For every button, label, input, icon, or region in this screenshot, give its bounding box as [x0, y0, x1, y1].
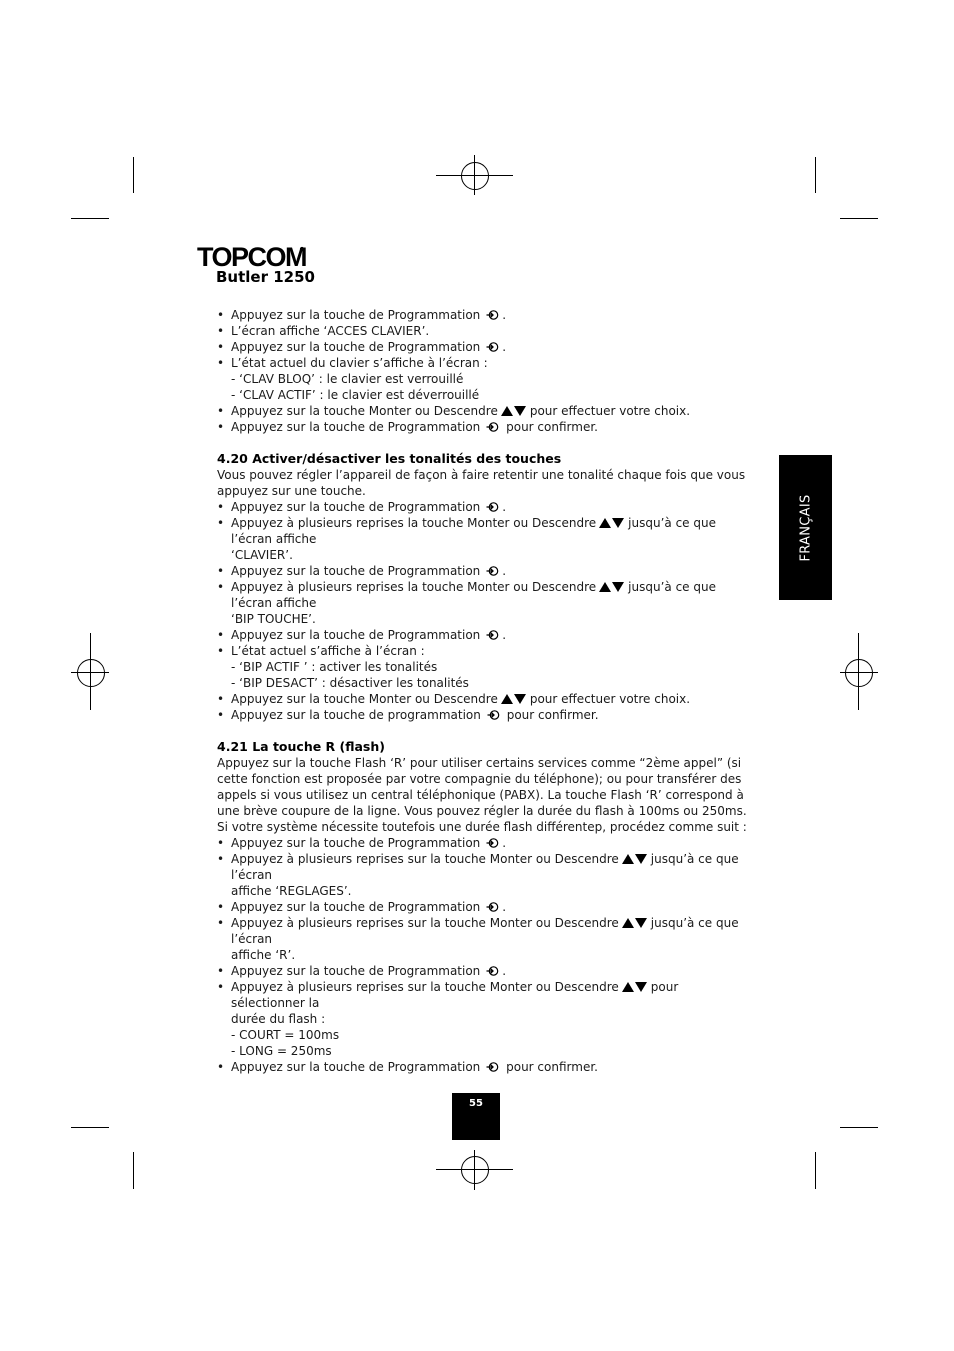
- list-item: • Appuyez sur la touche de programmation pour confirmer.: [217, 707, 752, 723]
- list-item: • Appuyez sur la touche Monter ou Descendre pour effectuer votre choix.: [217, 691, 752, 707]
- crop-mark: [840, 218, 878, 219]
- registration-mark: [461, 162, 489, 190]
- programming-key-icon: [486, 1060, 500, 1074]
- programming-key-icon: [486, 308, 500, 322]
- programming-key-icon: [486, 836, 500, 850]
- list-item: • Appuyez à plusieurs reprises sur la touche Monter ou Descendre pour sélectionner la durée du flash :: [217, 979, 752, 1027]
- crop-mark: [815, 157, 816, 193]
- list-item: • Appuyez sur la touche de Programmation .: [217, 627, 752, 643]
- sub-item: - ‘BIP ACTIF ’ : activer les tonalités: [231, 660, 438, 674]
- model-name: Butler 1250: [216, 268, 315, 286]
- programming-key-icon: [486, 500, 500, 514]
- sub-item: - ‘BIP DESACT’ : désactiver les tonalités: [231, 676, 469, 690]
- list-item: • Appuyez sur la touche de Programmation .: [217, 563, 752, 579]
- crop-mark: [815, 1152, 816, 1189]
- registration-mark: [845, 659, 873, 687]
- list-item: • Appuyez à plusieurs reprises la touche Monter ou Descendre jusqu’à ce que l’écran affiche ‘BIP TOUCHE’.: [217, 579, 752, 627]
- up-down-key-icon: [622, 982, 648, 993]
- list-item: • Appuyez à plusieurs reprises la touche Monter ou Descendre jusqu’à ce que l’écran affiche ‘CLAVIER’.: [217, 515, 752, 563]
- page-number-box: [452, 1093, 500, 1140]
- up-down-key-icon: [599, 518, 625, 529]
- list-item: • Appuyez sur la touche de Programmation .: [217, 339, 752, 355]
- crop-mark: [133, 157, 134, 193]
- list-item: • Appuyez sur la touche Monter ou Descendre pour effectuer votre choix.: [217, 403, 752, 419]
- programming-key-icon: [486, 564, 500, 578]
- up-down-key-icon: [501, 406, 527, 417]
- list-item: • Appuyez sur la touche de Programmation .: [217, 963, 752, 979]
- list-item: • Appuyez sur la touche de Programmation .: [217, 499, 752, 515]
- list-item: • L’état actuel s’affiche à l’écran :: [217, 643, 752, 659]
- language-tab: [779, 455, 832, 600]
- crop-mark: [71, 218, 109, 219]
- programming-key-icon: [486, 964, 500, 978]
- section-heading: 4.20 Activer/désactiver les tonalités des touches: [217, 451, 562, 466]
- programming-key-icon: [487, 708, 501, 722]
- sub-item: - ‘CLAV ACTIF’ : le clavier est déverrouillé: [231, 388, 480, 402]
- sub-item: - ‘CLAV BLOQ’ : le clavier est verrouillé: [231, 372, 464, 386]
- crop-mark: [840, 1127, 878, 1128]
- svg-text:TOPCOM: TOPCOM: [197, 242, 307, 272]
- list-item: • Appuyez sur la touche de Programmation .: [217, 307, 752, 323]
- page-number: 55: [469, 1098, 483, 1109]
- paragraph: Vous pouvez régler l’appareil de façon à faire retentir une tonalité chaque fois que vous appuyez sur une touche.: [217, 468, 746, 498]
- registration-mark: [77, 659, 105, 687]
- list-item: • Appuyez à plusieurs reprises sur la touche Monter ou Descendre jusqu’à ce que l’écran affiche ‘REGLAGES’.: [217, 851, 752, 899]
- list-item: • Appuyez sur la touche de Programmation .: [217, 899, 752, 915]
- programming-key-icon: [486, 628, 500, 642]
- sub-item: - COURT = 100ms: [231, 1028, 340, 1042]
- language-tab-label: FRANÇAIS: [798, 493, 813, 562]
- list-item: • Appuyez sur la touche de Programmation pour confirmer.: [217, 419, 752, 435]
- sub-item: - LONG = 250ms: [231, 1044, 332, 1058]
- up-down-key-icon: [622, 918, 648, 929]
- up-down-key-icon: [599, 582, 625, 593]
- list-item: • Appuyez sur la touche de Programmation .: [217, 835, 752, 851]
- up-down-key-icon: [622, 854, 648, 865]
- registration-mark: [461, 1156, 489, 1184]
- programming-key-icon: [486, 340, 500, 354]
- list-item: • Appuyez sur la touche de Programmation pour confirmer.: [217, 1059, 752, 1075]
- list-item: • Appuyez à plusieurs reprises sur la touche Monter ou Descendre jusqu’à ce que l’écran affiche ‘R’.: [217, 915, 752, 963]
- up-down-key-icon: [501, 694, 527, 705]
- paragraph: Appuyez sur la touche Flash ‘R’ pour utiliser certains services comme “2ème appel” (si cette fonction est proposée par votre compagnie du téléphone); ou pour transférer des appels si vous utilisez un central téléphonique (PABX). La touche Flash ‘R’ correspond à une brève coupure de la ligne. Vous pouvez régler la durée du flash à 100ms ou 250ms. Si votre système nécessite toutefois une durée flash différentep, procédez comme suit :: [217, 756, 747, 834]
- crop-mark: [71, 1127, 109, 1128]
- programming-key-icon: [486, 420, 500, 434]
- section-heading: 4.21 La touche R (flash): [217, 739, 385, 754]
- list-item: • L’écran affiche ‘ACCES CLAVIER’.: [217, 323, 752, 339]
- crop-mark: [133, 1152, 134, 1189]
- page-content: [217, 307, 752, 1075]
- programming-key-icon: [486, 900, 500, 914]
- list-item: • L’état actuel du clavier s’affiche à l’écran :: [217, 355, 752, 371]
